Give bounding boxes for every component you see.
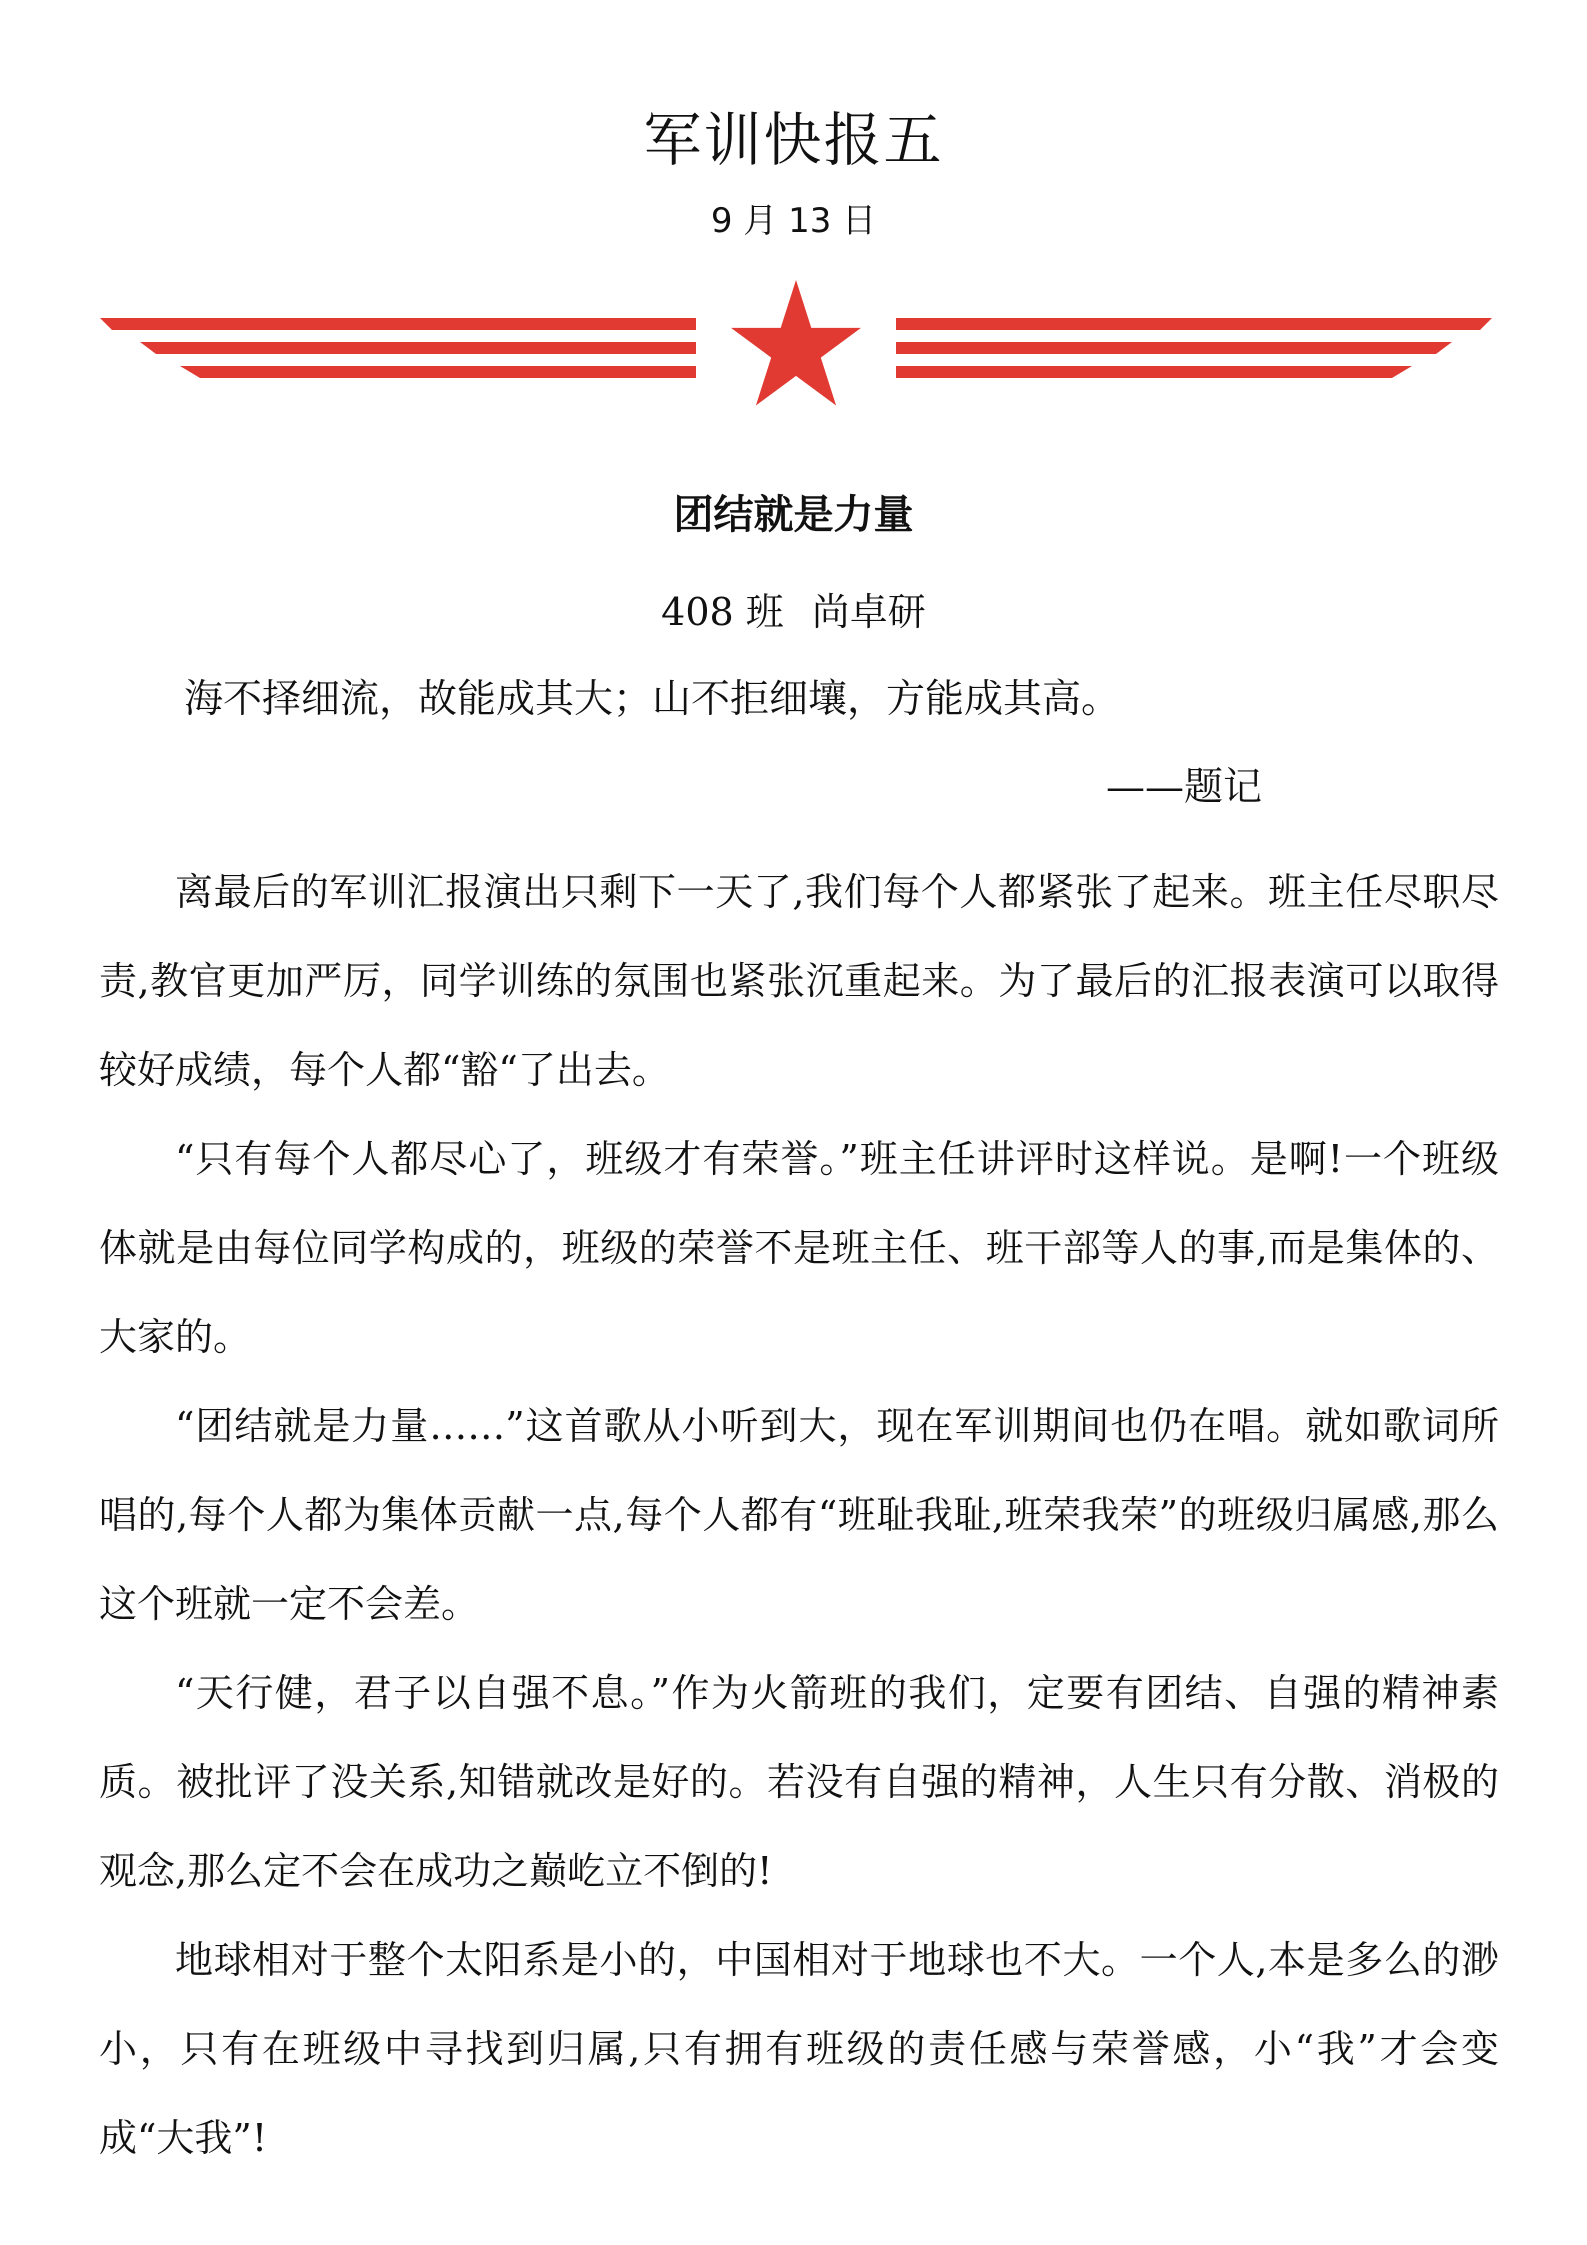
right-wing-stripe-3 (896, 366, 1412, 378)
byline-class: 408 班 (661, 590, 784, 634)
paragraph: “天行健，君子以自强不息。”作为火箭班的我们，定要有团结、自强的精神素质。被批评了没关系,知错就改是好的。若没有自强的精神，人生只有分散、消极的观念,那么定不会在成功之巅屹立不倒的! (99, 1671, 1499, 1893)
article-body (99, 848, 1499, 2183)
byline (0, 584, 1587, 640)
left-wing-stripe-3 (180, 366, 696, 378)
red-star-with-wing-stripes-icon (100, 278, 1492, 418)
left-wing-stripe-1 (100, 318, 696, 330)
article-title: 团结就是力量 (673, 492, 914, 538)
byline-author: 尚卓研 (811, 590, 926, 634)
paragraph: 地球相对于整个太阳系是小的，中国相对于地球也不大。一个人,本是多么的渺小，只有在班级中寻找到归属,只有拥有班级的责任感与荣誉感，小“我”才会变成“大我”! (99, 1938, 1499, 2160)
epigraph-attribution: ——题记 (1106, 765, 1263, 810)
right-wing-stripe-1 (896, 318, 1492, 330)
masthead-date: 9 月 13 日 (710, 201, 877, 241)
right-wing-stripe-2 (896, 342, 1452, 354)
left-wing-stripe-2 (140, 342, 696, 354)
masthead-title: 军训快报五 (643, 106, 944, 174)
star-shape (731, 280, 861, 406)
epigraph: 海不择细流，故能成其大；山不拒细壤，方能成其高。 (184, 677, 1121, 722)
paragraph: “只有每个人都尽心了，班级才有荣誉。”班主任讲评时这样说。是啊!一个班级体就是由每位同学构成的，班级的荣誉不是班主任、班干部等人的事,而是集体的、大家的。 (99, 1137, 1499, 1359)
paragraph: 离最后的军训汇报演出只剩下一天了,我们每个人都紧张了起来。班主任尽职尽责,教官更加严厉，同学训练的氛围也紧张沉重起来。为了最后的汇报表演可以取得较好成绩，每个人都“豁“了出去。 (99, 870, 1499, 1092)
paragraph: “团结就是力量……”这首歌从小听到大，现在军训期间也仍在唱。就如歌词所唱的,每个人都为集体贡献一点,每个人都有“班耻我耻,班荣我荣”的班级归属感,那么这个班就一定不会差。 (99, 1404, 1499, 1626)
